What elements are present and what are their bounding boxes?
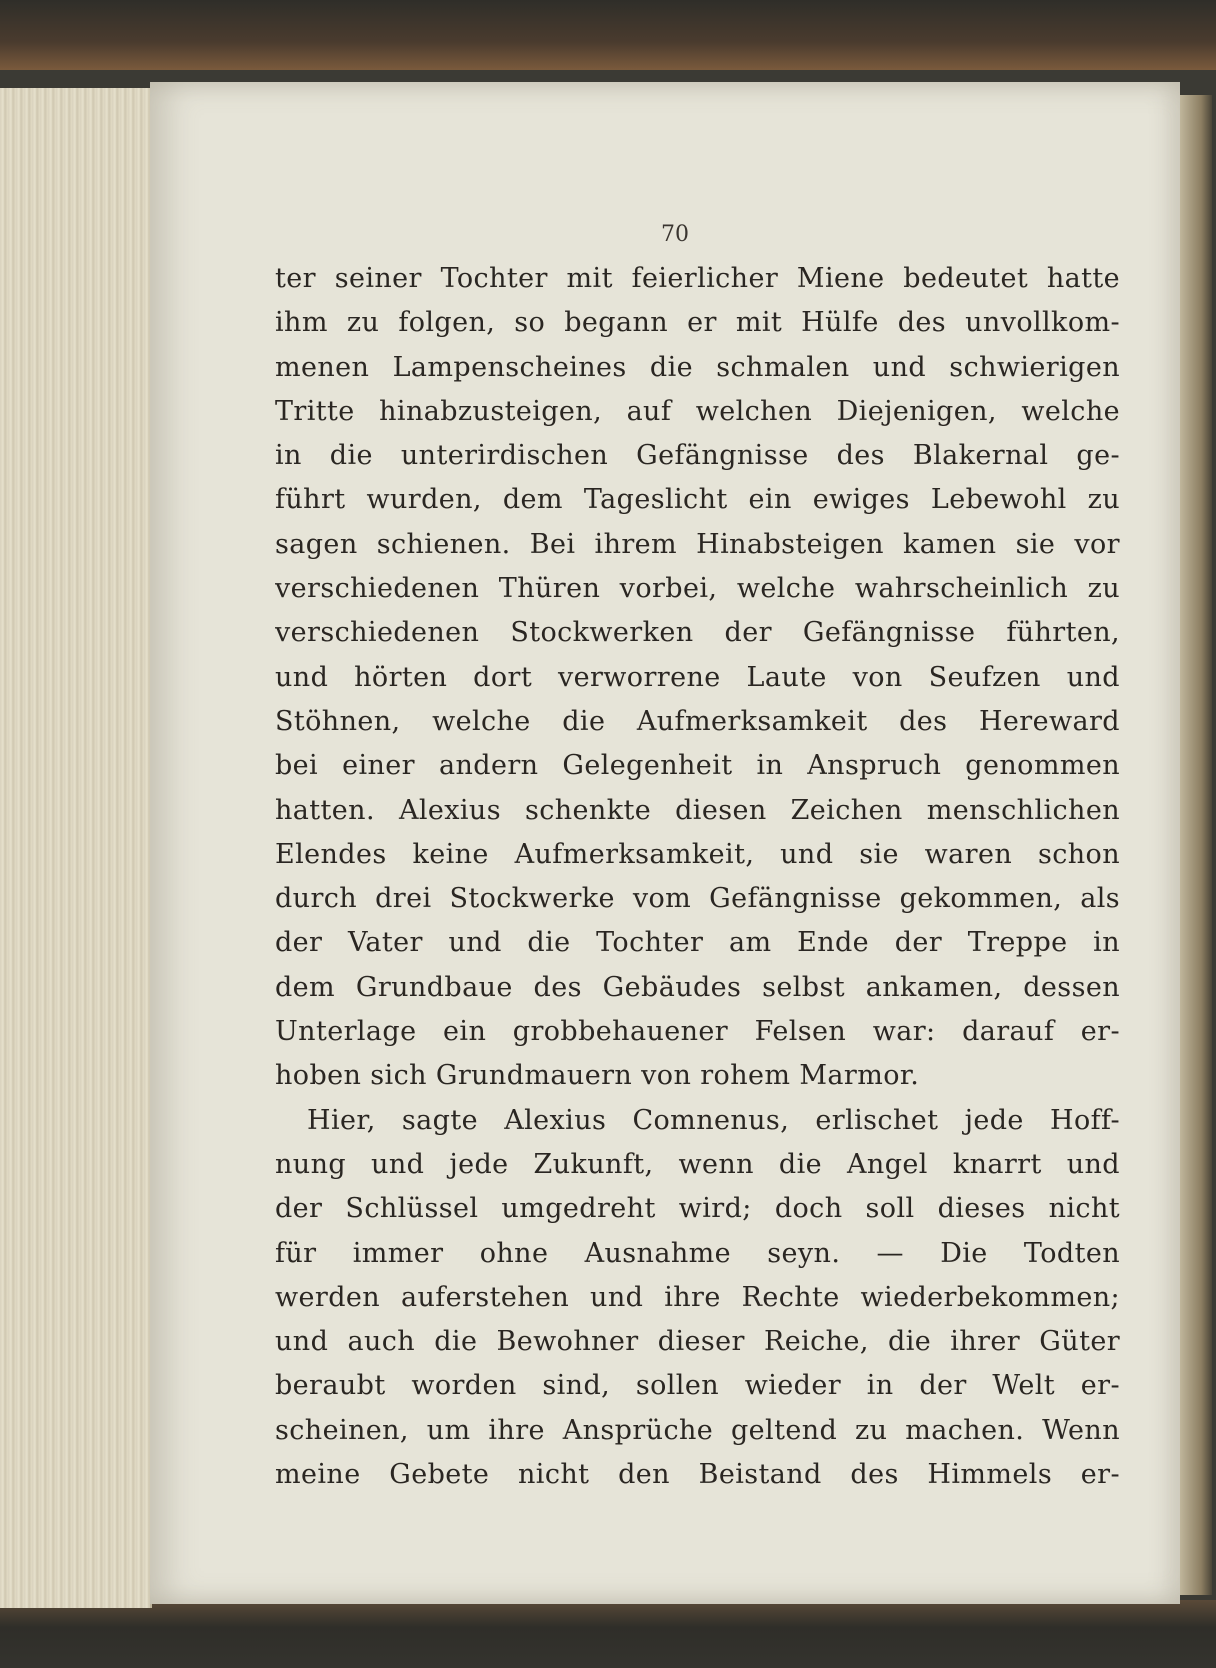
- page-edge-right: [1176, 95, 1212, 1595]
- text-line: Unterlage ein grobbehauener Felsen war: darauf er-: [275, 1016, 1120, 1048]
- text-line: führt wurden, dem Tageslicht ein ewiges Lebewohl zu: [275, 484, 1120, 516]
- text-line: verschiedenen Thüren vorbei, welche wahrscheinlich zu: [275, 573, 1120, 605]
- text-line: scheinen, um ihre Ansprüche geltend zu machen. Wenn: [275, 1414, 1120, 1446]
- text-line: Hier, sagte Alexius Comnenus, erlischet jede Hoff-: [307, 1104, 1120, 1136]
- text-line: Stöhnen, welche die Aufmerksamkeit des Hereward: [275, 705, 1120, 737]
- text-line: nung und jede Zukunft, wenn die Angel knarrt und: [275, 1148, 1120, 1180]
- text-line: in die unterirdischen Gefängnisse des Blakernal ge-: [275, 440, 1120, 472]
- page-number: 70: [661, 222, 689, 247]
- text-line: bei einer andern Gelegenheit in Anspruch genommen: [275, 750, 1120, 782]
- text-line: beraubt worden sind, sollen wieder in der Welt er-: [275, 1370, 1120, 1402]
- text-line: und auch die Bewohner dieser Reiche, die ihrer Güter: [275, 1326, 1120, 1358]
- text-line: Elendes keine Aufmerksamkeit, und sie waren schon: [275, 838, 1120, 870]
- text-line: ihm zu folgen, so begann er mit Hülfe des unvollkom-: [275, 307, 1120, 339]
- text-line: sagen schienen. Bei ihrem Hinabsteigen kamen sie vor: [275, 528, 1120, 560]
- book-page: [150, 82, 1180, 1604]
- text-line: hoben sich Grundmauern von rohem Marmor.: [275, 1060, 920, 1092]
- text-line: der Schlüssel umgedreht wird; doch soll dieses nicht: [275, 1193, 1120, 1225]
- text-line: Tritte hinabzusteigen, auf welchen Diejenigen, welche: [275, 395, 1120, 427]
- book-binding-top: [0, 0, 1216, 70]
- text-line: hatten. Alexius schenkte diesen Zeichen menschlichen: [275, 794, 1120, 826]
- text-line: meine Gebete nicht den Beistand des Himmels er-: [275, 1459, 1120, 1491]
- text-line: der Vater und die Tochter am Ende der Treppe in: [275, 927, 1120, 959]
- text-line: dem Grundbaue des Gebäudes selbst ankamen, dessen: [275, 971, 1120, 1003]
- text-line: durch drei Stockwerke vom Gefängnisse gekommen, als: [275, 883, 1120, 915]
- text-line: menen Lampenscheines die schmalen und schwierigen: [275, 351, 1120, 383]
- page-stack-edge: [0, 88, 152, 1608]
- text-line: für immer ohne Ausnahme seyn. — Die Todten: [275, 1237, 1120, 1269]
- body-text: [275, 257, 1120, 1497]
- text-line: und hörten dort verworrene Laute von Seufzen und: [275, 661, 1120, 693]
- text-line: ter seiner Tochter mit feierlicher Miene bedeutet hatte: [275, 263, 1120, 294]
- text-line: werden auferstehen und ihre Rechte wiederbekommen;: [275, 1281, 1120, 1313]
- text-line: verschiedenen Stockwerken der Gefängnisse führten,: [275, 617, 1120, 649]
- book-binding-bottom: [0, 1600, 1216, 1668]
